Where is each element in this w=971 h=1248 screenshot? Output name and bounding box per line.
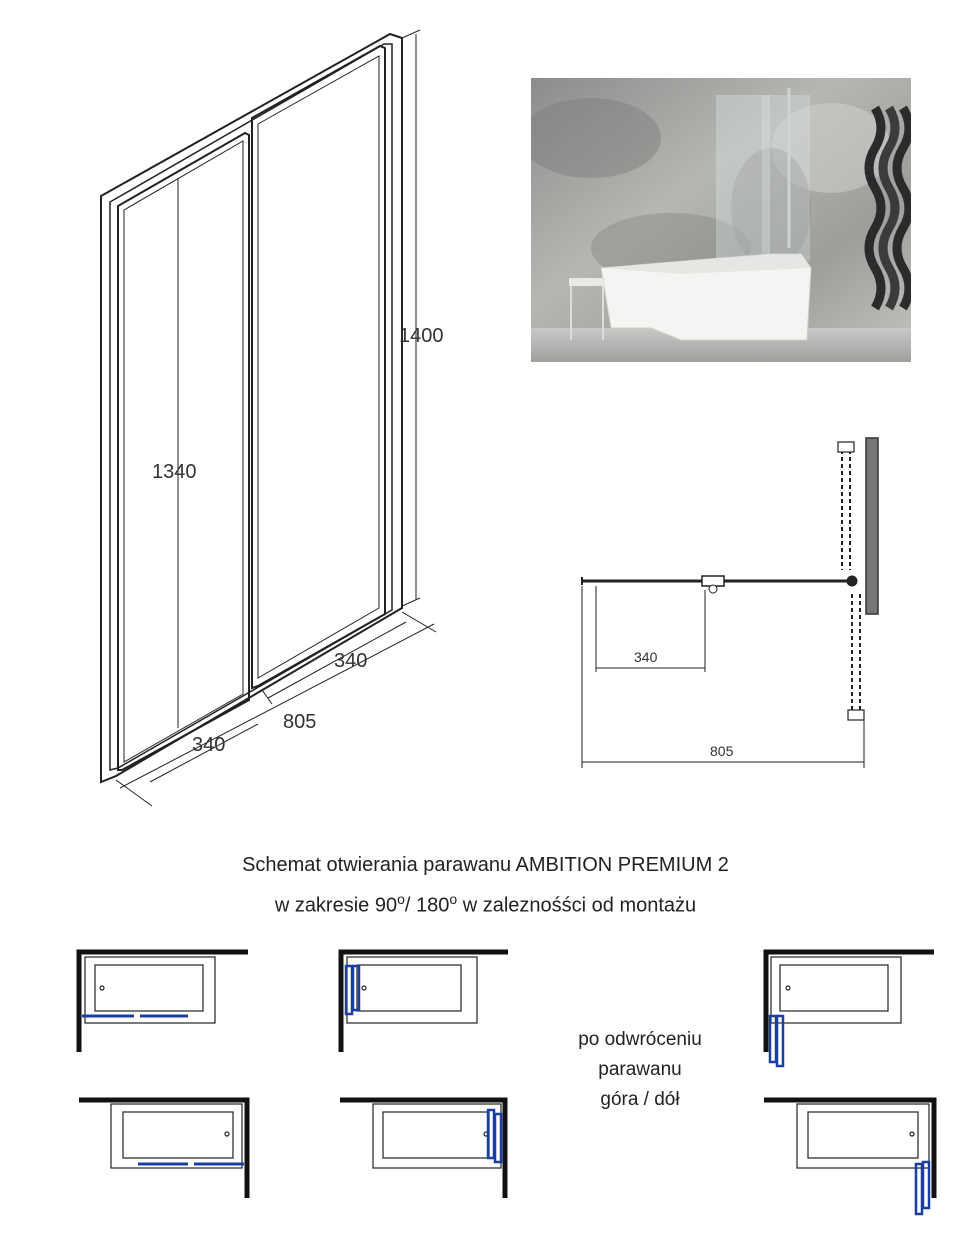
caption-mid: / 180 [404, 894, 450, 917]
side-note [545, 1025, 735, 1115]
variant-3 [79, 1100, 247, 1198]
total-width-label: 805 [710, 743, 734, 759]
side-note-line-3: góra / dół [600, 1089, 680, 1110]
side-note-line-1: po odwróceniu [578, 1029, 702, 1050]
variant-5 [766, 952, 934, 1066]
caption-prefix: w zakresie 90 [274, 894, 398, 917]
variant-4 [340, 1100, 505, 1198]
degree-mark-2: o [449, 891, 458, 907]
variant-1 [79, 952, 248, 1052]
caption-line-1: Schemat otwierania parawanu AMBITION PREMIUM 2 [242, 854, 729, 876]
side-note-line-2: parawanu [598, 1059, 682, 1080]
height-total-label: 1400 [399, 325, 444, 347]
variant-2 [341, 952, 508, 1052]
height-inner-label: 1340 [152, 461, 197, 483]
panel-width-left-label: 340 [192, 734, 226, 756]
opening-width-label: 340 [634, 649, 658, 665]
width-total-label: 805 [283, 711, 317, 733]
degree-mark-1: o [397, 891, 405, 907]
caption-suffix: w zaleznośści od montażu [457, 894, 697, 917]
panel-width-right-label: 340 [334, 650, 368, 672]
variant-6 [764, 1100, 934, 1214]
